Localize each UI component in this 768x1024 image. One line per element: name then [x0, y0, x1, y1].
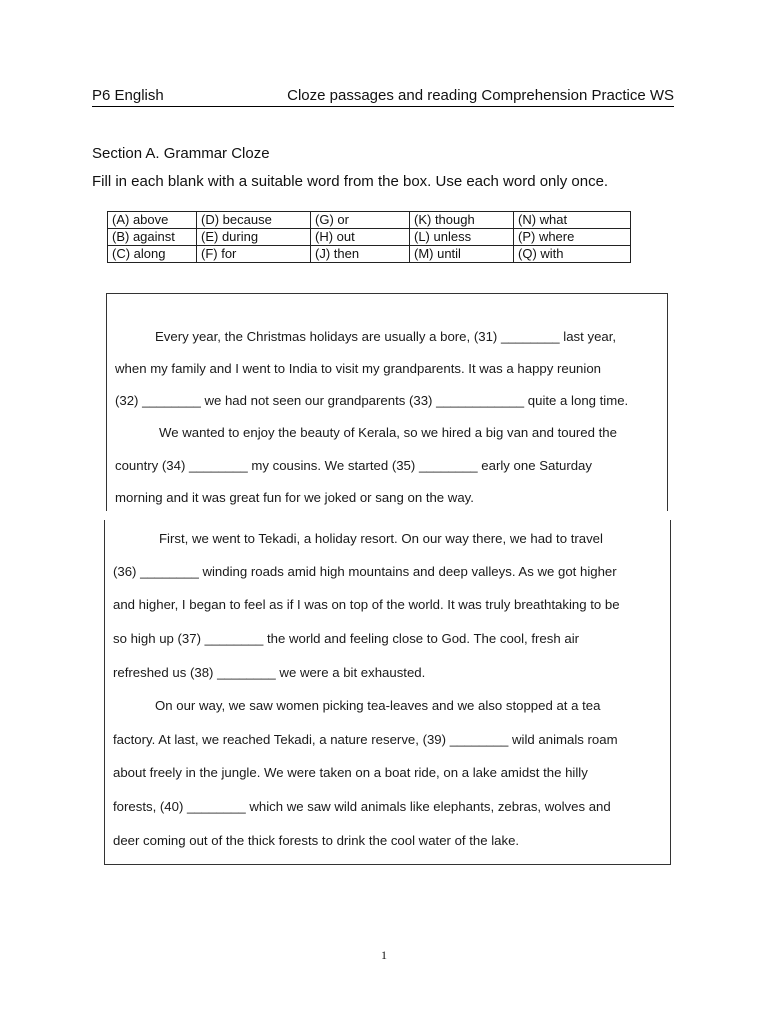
- word-box-row: [108, 212, 631, 229]
- word-box-cell: (K) though: [410, 212, 514, 229]
- passage-line: refreshed us (38) ________ we were a bit exhausted.: [113, 665, 426, 680]
- cloze-passage-part2: [104, 520, 671, 865]
- word-box-cell: (N) what: [514, 212, 631, 229]
- word-box-table: [107, 211, 631, 263]
- word-box-cell: (C) along: [108, 246, 197, 263]
- section-title: Section A. Grammar Cloze: [92, 145, 270, 162]
- passage-line: country (34) ________ my cousins. We started (35) ________ early one Saturday: [115, 458, 592, 473]
- word-box-cell: (A) above: [108, 212, 197, 229]
- subject-label: P6 English: [92, 87, 164, 104]
- passage-line: so high up (37) ________ the world and feeling close to God. The cool, fresh air: [113, 631, 580, 646]
- instruction-text: Fill in each blank with a suitable word from the box. Use each word only once.: [92, 173, 609, 190]
- word-box-cell: (B) against: [108, 229, 197, 246]
- passage-line: when my family and I went to India to visit my grandparents. It was a happy reunion: [115, 361, 601, 376]
- passage-line: morning and it was great fun for we joked or sang on the way.: [115, 490, 474, 505]
- cloze-passage-part1: [106, 293, 668, 511]
- passage-line: (32) ________ we had not seen our grandparents (33) ____________ quite a long time.: [115, 393, 629, 408]
- word-box-row: [108, 229, 631, 246]
- passage-line: Every year, the Christmas holidays are usually a bore, (31) ________ last year,: [155, 329, 617, 344]
- passage-line: deer coming out of the thick forests to drink the cool water of the lake.: [113, 833, 520, 848]
- passage-line: (36) ________ winding roads amid high mountains and deep valleys. As we got higher: [113, 564, 617, 579]
- page-number: 1: [381, 948, 387, 962]
- page-header: [92, 86, 674, 107]
- word-box-cell: (E) during: [197, 229, 311, 246]
- passage-line: forests, (40) ________ which we saw wild animals like elephants, zebras, wolves and: [113, 799, 611, 814]
- passage-line: We wanted to enjoy the beauty of Kerala, so we hired a big van and toured the: [159, 425, 617, 440]
- passage-line: On our way, we saw women picking tea-leaves and we also stopped at a tea: [155, 698, 601, 713]
- passage-line: and higher, I began to feel as if I was on top of the world. It was truly breathtaking to be: [113, 597, 620, 612]
- worksheet-title: Cloze passages and reading Comprehension Practice WS: [287, 87, 674, 104]
- word-box-cell: (G) or: [311, 212, 410, 229]
- word-box-row: [108, 246, 631, 263]
- word-box-cell: (Q) with: [514, 246, 631, 263]
- word-box-cell: (H) out: [311, 229, 410, 246]
- passage-line: about freely in the jungle. We were taken on a boat ride, on a lake amidst the hilly: [113, 765, 588, 780]
- word-box-cell: (D) because: [197, 212, 311, 229]
- word-box-cell: (F) for: [197, 246, 311, 263]
- word-box-cell: (P) where: [514, 229, 631, 246]
- word-box-cell: (M) until: [410, 246, 514, 263]
- passage-line: First, we went to Tekadi, a holiday resort. On our way there, we had to travel: [159, 531, 603, 546]
- word-box-cell: (J) then: [311, 246, 410, 263]
- passage-line: factory. At last, we reached Tekadi, a nature reserve, (39) ________ wild animals roam: [113, 732, 618, 747]
- word-box-cell: (L) unless: [410, 229, 514, 246]
